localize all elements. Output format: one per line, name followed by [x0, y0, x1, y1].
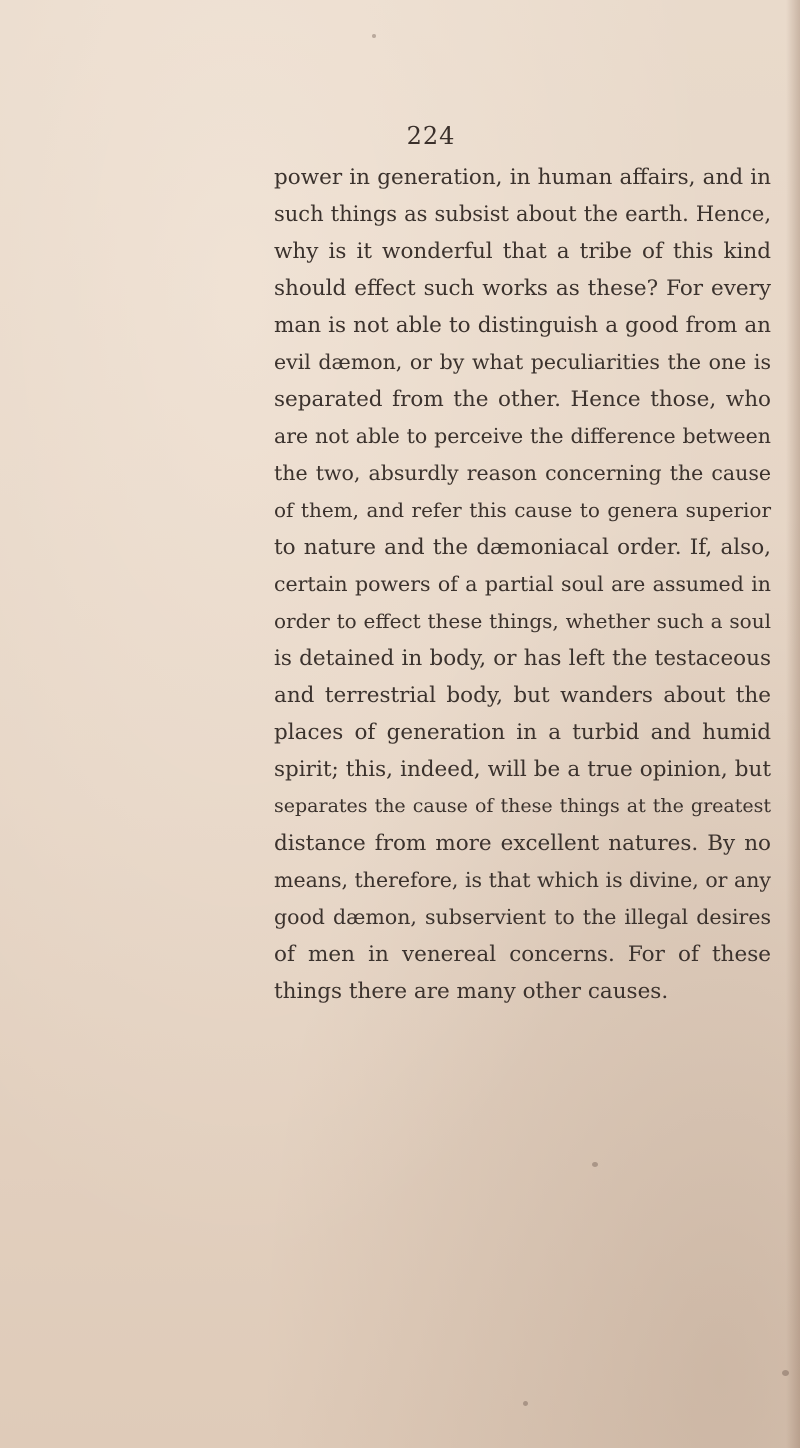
- text-line: the two, absurdly reason concerning the cause: [274, 461, 771, 485]
- text-line: are not able to perceive the difference between: [274, 424, 771, 448]
- paper-speck: [592, 1162, 598, 1167]
- text-line: separates the cause of these things at the greatest: [274, 795, 771, 817]
- text-line: to nature and the dæmoniacal order. If, also,: [274, 535, 771, 560]
- body-text: [274, 159, 771, 1010]
- text-line: of them, and refer this cause to genera superior: [274, 498, 771, 522]
- paper-speck: [372, 34, 376, 38]
- text-line: of men in venereal concerns. For of these: [274, 942, 771, 967]
- text-line: things there are many other causes.: [274, 979, 669, 1004]
- text-line: should effect such works as these? For every: [274, 276, 771, 301]
- page-edge-shadow: [786, 0, 800, 1448]
- text-line: spirit; this, indeed, will be a true opinion, but: [274, 757, 771, 782]
- text-line: power in generation, in human affairs, and in: [274, 165, 771, 190]
- paper-speck: [782, 1370, 789, 1376]
- page-number: 224: [406, 122, 456, 150]
- text-line: order to effect these things, whether such a soul: [274, 609, 771, 633]
- text-line: and terrestrial body, but wanders about the: [274, 683, 771, 708]
- text-line: why is it wonderful that a tribe of this kind: [274, 239, 771, 264]
- text-line: is detained in body, or has left the testaceous: [274, 646, 771, 671]
- text-line: separated from the other. Hence those, who: [274, 387, 771, 412]
- text-line: means, therefore, is that which is divine, or any: [274, 868, 771, 892]
- text-line: distance from more excellent natures. By no: [274, 831, 771, 856]
- text-line: places of generation in a turbid and humid: [274, 720, 771, 745]
- text-line: such things as subsist about the earth. Hence,: [274, 202, 771, 226]
- text-line: evil dæmon, or by what peculiarities the one is: [274, 350, 771, 374]
- text-line: man is not able to distinguish a good from an: [274, 313, 771, 338]
- paper-speck: [523, 1401, 528, 1406]
- text-line: good dæmon, subservient to the illegal desires: [274, 905, 771, 929]
- text-line: certain powers of a partial soul are assumed in: [274, 572, 771, 596]
